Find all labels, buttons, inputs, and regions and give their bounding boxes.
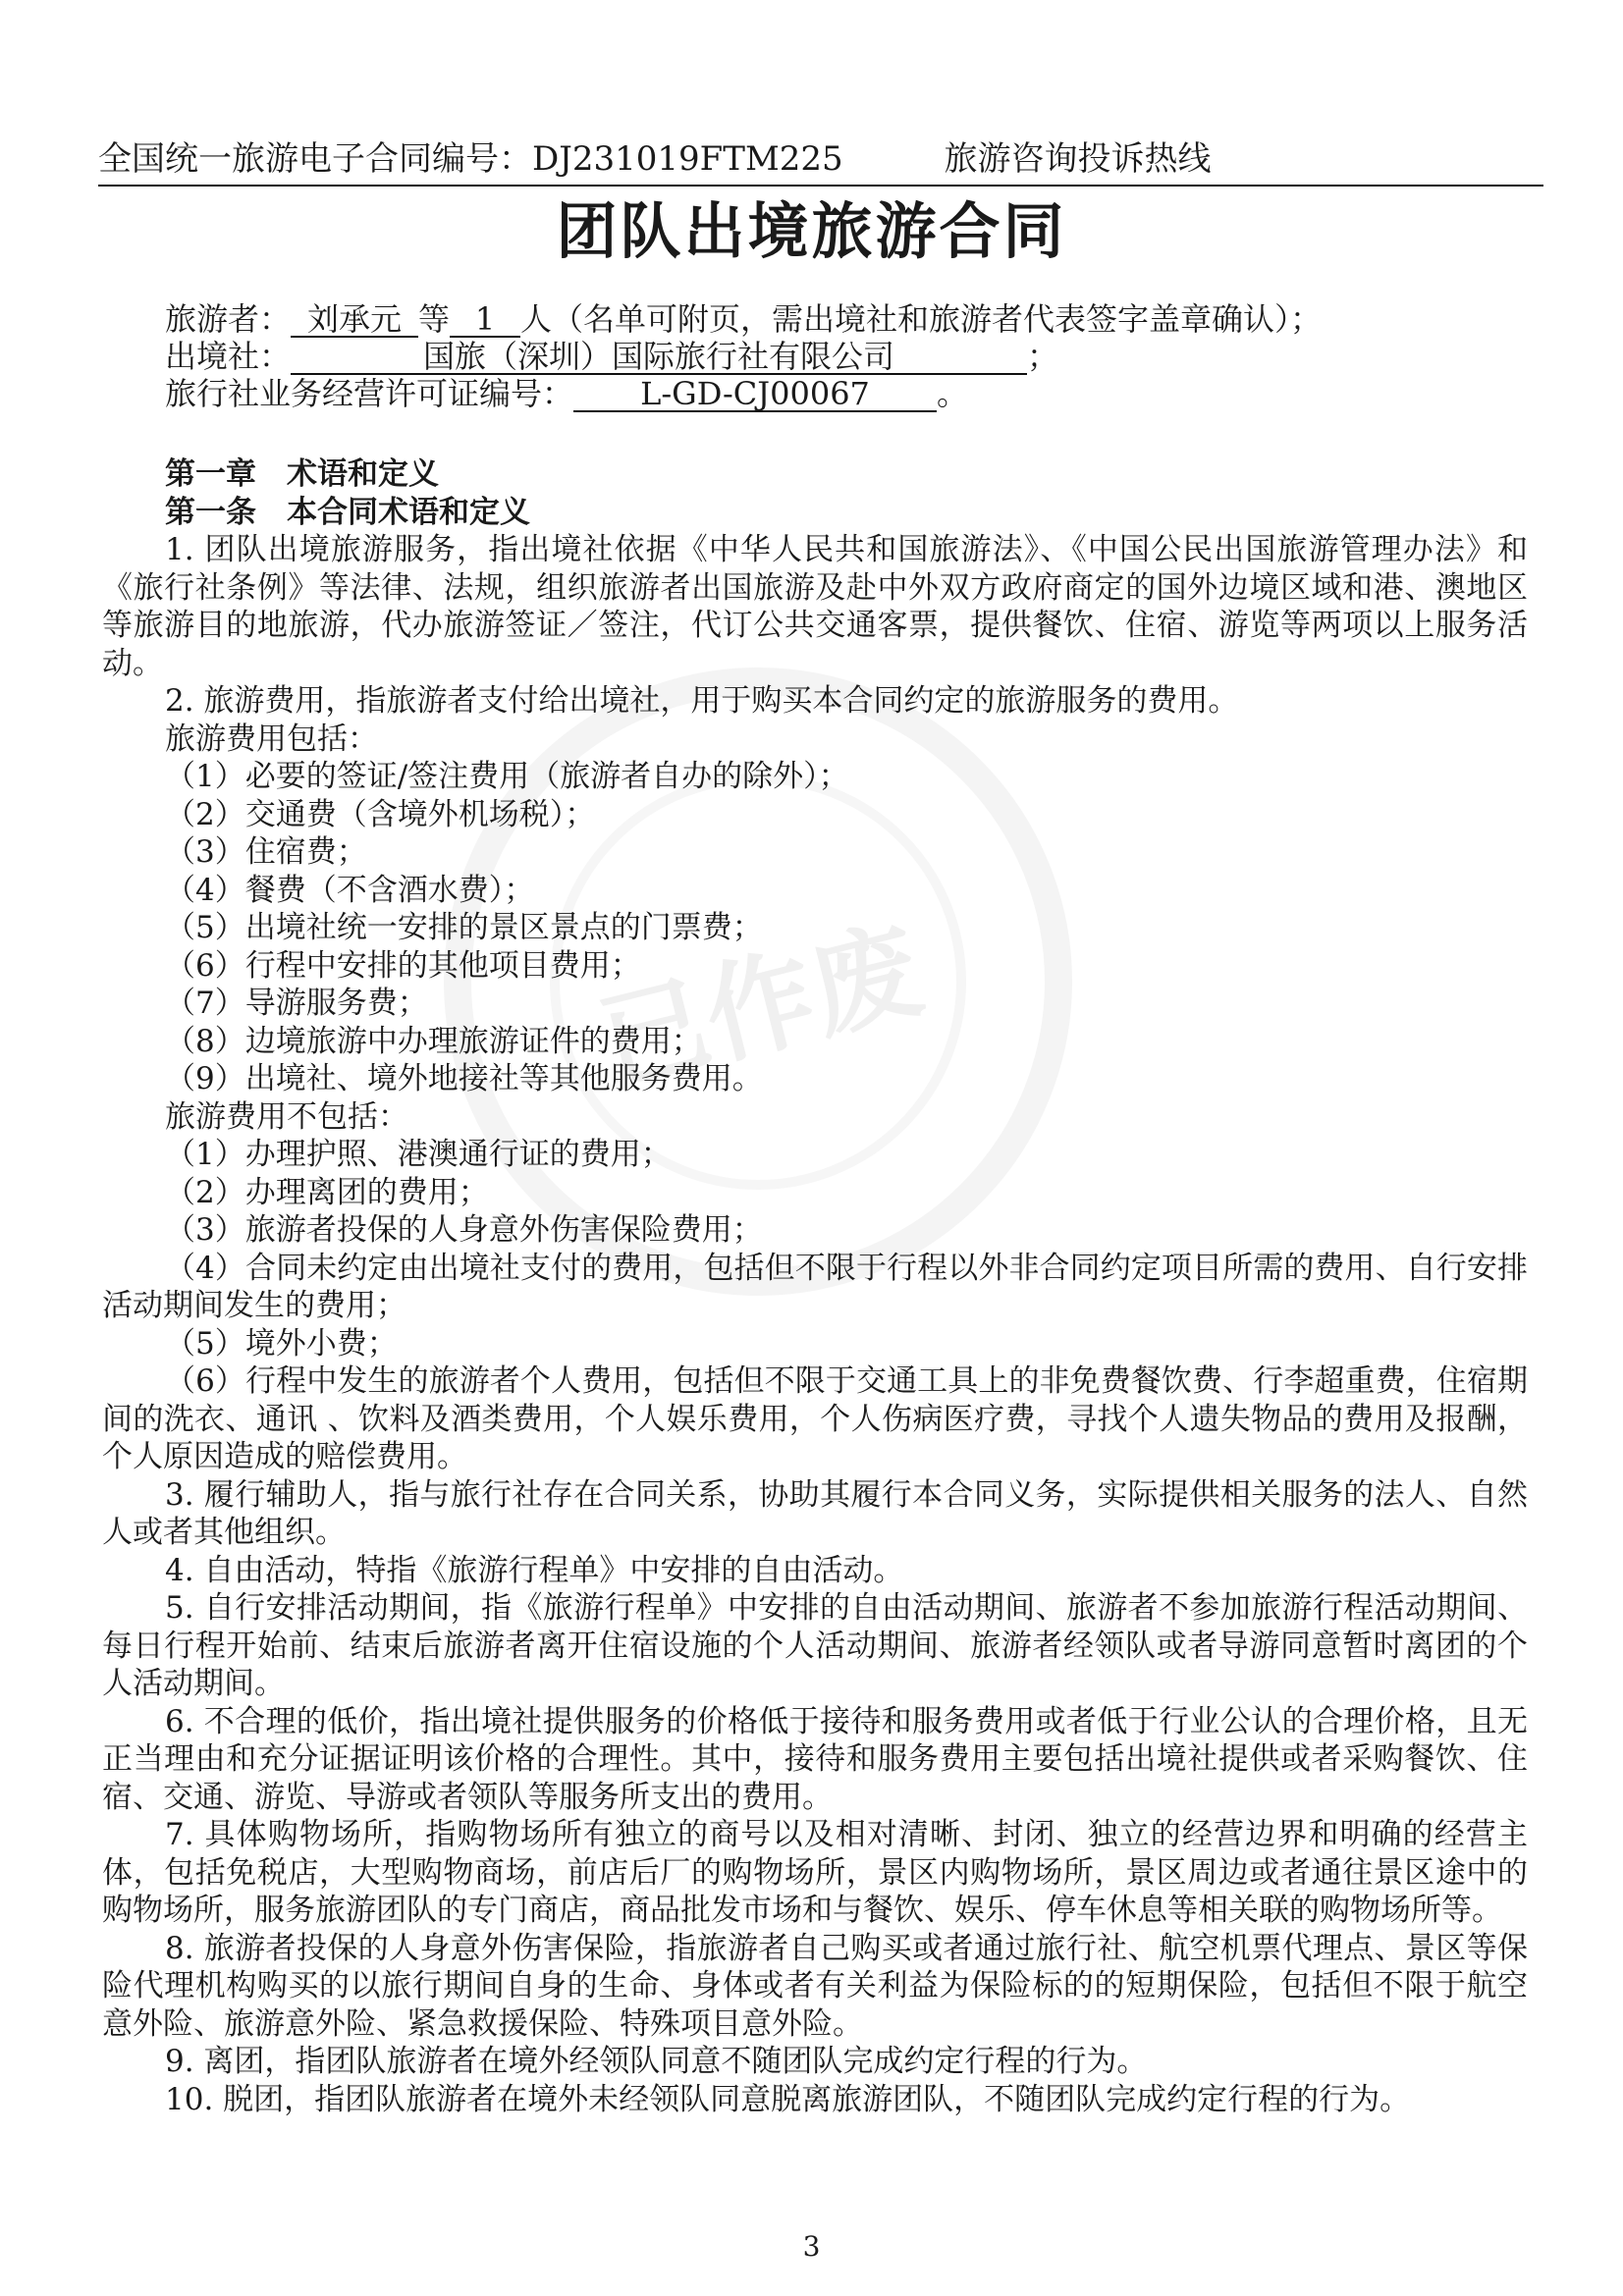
paragraph: 1. 团队出境旅游服务，指出境社依据《中华人民共和国旅游法》、《中国公民出国旅游管理办法》和《旅行社条例》等法律、法规，组织旅游者出国旅游及赴中外双方政府商定的国外边境区域和港、澳地区等旅游目的地旅游，代办旅游签证／签注，代订公共交通客票，提供餐饮、住宿、游览等两项以上服务活动。 — [102, 532, 1528, 681]
paragraph: 2. 旅游费用，指旅游者支付给出境社，用于购买本合同约定的旅游服务的费用。 — [165, 683, 1239, 719]
list-item: （7）导游服务费； — [165, 986, 428, 1021]
traveler-label: 旅游者： — [165, 300, 292, 338]
list-item: （4）合同未约定由出境社支付的费用，包括但不限于行程以外非合同约定项目所需的费用、自行安排活动期间发生的费用； — [102, 1250, 1528, 1323]
paragraph: 6. 不合理的低价，指出境社提供服务的价格低于接待和服务费用或者低于行业公认的合理价格，且无正当理由和充分证据证明该价格的合理性。其中，接待和服务费用主要包括出境社提供或者采购餐饮、住宿、交通、游览、导游或者领队等服务所支出的费用。 — [102, 1703, 1528, 1815]
list-item: （6）行程中发生的旅游者个人费用，包括但不限于交通工具上的非免费餐饮费、行李超重费，住宿期间的洗衣、通讯 、饮料及酒类费用，个人娱乐费用，个人伤病医疗费，寻找个人遗失物品的费用及报酬，个人原因造成的赔偿费用。 — [102, 1363, 1528, 1474]
traveler-name: 刘承元 — [291, 302, 418, 338]
license-label: 旅行社业务经营许可证编号： — [165, 375, 574, 412]
list-item: （2）办理离团的费用； — [165, 1174, 489, 1210]
paragraph: 9. 离团，指团队旅游者在境外经领队同意不随团队完成约定行程的行为。 — [165, 2044, 1148, 2079]
traveler-suffix: 人（名单可附页，需出境社和旅游者代表签字盖章确认）； — [520, 300, 1323, 338]
list-item: （5）境外小费； — [165, 1325, 398, 1362]
paragraph: 5. 自行安排活动期间，指《旅游行程单》中安排的自由活动期间、旅游者不参加旅游行程活动期间、每日行程开始前、结束后旅游者离开住宿设施的个人活动期间、旅游者经领队或者导游同意暂时离团的个人活动期间。 — [102, 1590, 1528, 1701]
paragraph: 旅游费用包括： — [165, 721, 378, 757]
list-item: （8）边境旅游中办理旅游证件的费用； — [165, 1023, 702, 1059]
chapter-title: 第一章 术语和定义 — [165, 456, 439, 492]
license-suffix: 。 — [937, 375, 969, 412]
paragraph: 7. 具体购物场所，指购物场所有独立的商号以及相对清晰、封闭、独立的经营边界和明确的经营主体，包括免税店，大型购物商场，前店后厂的购物场所，景区内购物场所，景区周边或者通往景区途中的购物场所，服务旅游团队的专门商店，商品批发市场和与餐饮、娱乐、停车休息等相关联的购物场所等。 — [102, 1817, 1528, 1928]
contract-parties — [165, 300, 1559, 412]
list-item: （1）办理护照、港澳通行证的费用； — [165, 1137, 672, 1172]
document-title: 团队出境旅游合同 — [556, 195, 1067, 267]
list-item: （6）行程中安排的其他项目费用； — [165, 947, 641, 984]
list-item: （1）必要的签证/签注费用（旅游者自办的除外）； — [165, 759, 849, 794]
contract-number-label: 全国统一旅游电子合同编号： — [98, 139, 532, 179]
paragraph: 8. 旅游者投保的人身意外伤害保险，指旅游者自己购买或者通过旅行社、航空机票代理点、景区等保险代理机构购买的以旅行期间自身的生命、身体或者有关利益为保险标的的短期保险，包括但不限于航空意外险、旅游意外险、紧急救援保险、特殊项目意外险。 — [102, 1930, 1528, 2042]
list-item: （4）餐费（不含酒水费）； — [165, 872, 535, 908]
list-item: （3）旅游者投保的人身意外伤害保险费用； — [165, 1212, 763, 1248]
license-line — [165, 375, 1559, 412]
page-number: 3 — [802, 2230, 821, 2263]
traveler-count: 1 — [450, 302, 520, 338]
list-item: （2）交通费（含境外机场税）； — [165, 796, 596, 832]
contract-body — [102, 455, 1528, 2118]
list-item: （3）住宿费； — [165, 834, 367, 870]
license-number: L-GD-CJ00067 — [573, 377, 937, 412]
agency-suffix: ； — [1027, 338, 1059, 375]
traveler-deng: 等 — [418, 300, 451, 338]
list-item: （5）出境社统一安排的景区景点的门票费； — [165, 910, 763, 945]
page-header — [98, 135, 1543, 187]
contract-number: DJ231019FTM225 — [532, 139, 843, 179]
paragraph: 3. 履行辅助人，指与旅行社存在合同关系，协助其履行本合同义务，实际提供相关服务的法人、自然人或者其他组织。 — [102, 1476, 1528, 1550]
watermark-text: 已作废 — [587, 906, 933, 1107]
hotline-label: 旅游咨询投诉热线 — [944, 139, 1212, 179]
paragraph: 旅游费用不包括： — [165, 1098, 408, 1135]
agency-label: 出境社： — [165, 338, 292, 375]
article-title: 第一条 本合同术语和定义 — [165, 494, 530, 530]
traveler-line — [165, 300, 1559, 338]
agency-line — [165, 338, 1559, 375]
paragraph: 10. 脱团，指团队旅游者在境外未经领队同意脱离旅游团队，不随团队完成约定行程的行为。 — [165, 2081, 1411, 2117]
paragraph: 4. 自由活动，特指《旅游行程单》中安排的自由活动。 — [165, 1552, 904, 1588]
agency-name: 国旅（深圳）国际旅行社有限公司 — [291, 340, 1027, 375]
list-item: （9）出境社、境外地接社等其他服务费用。 — [165, 1061, 763, 1096]
